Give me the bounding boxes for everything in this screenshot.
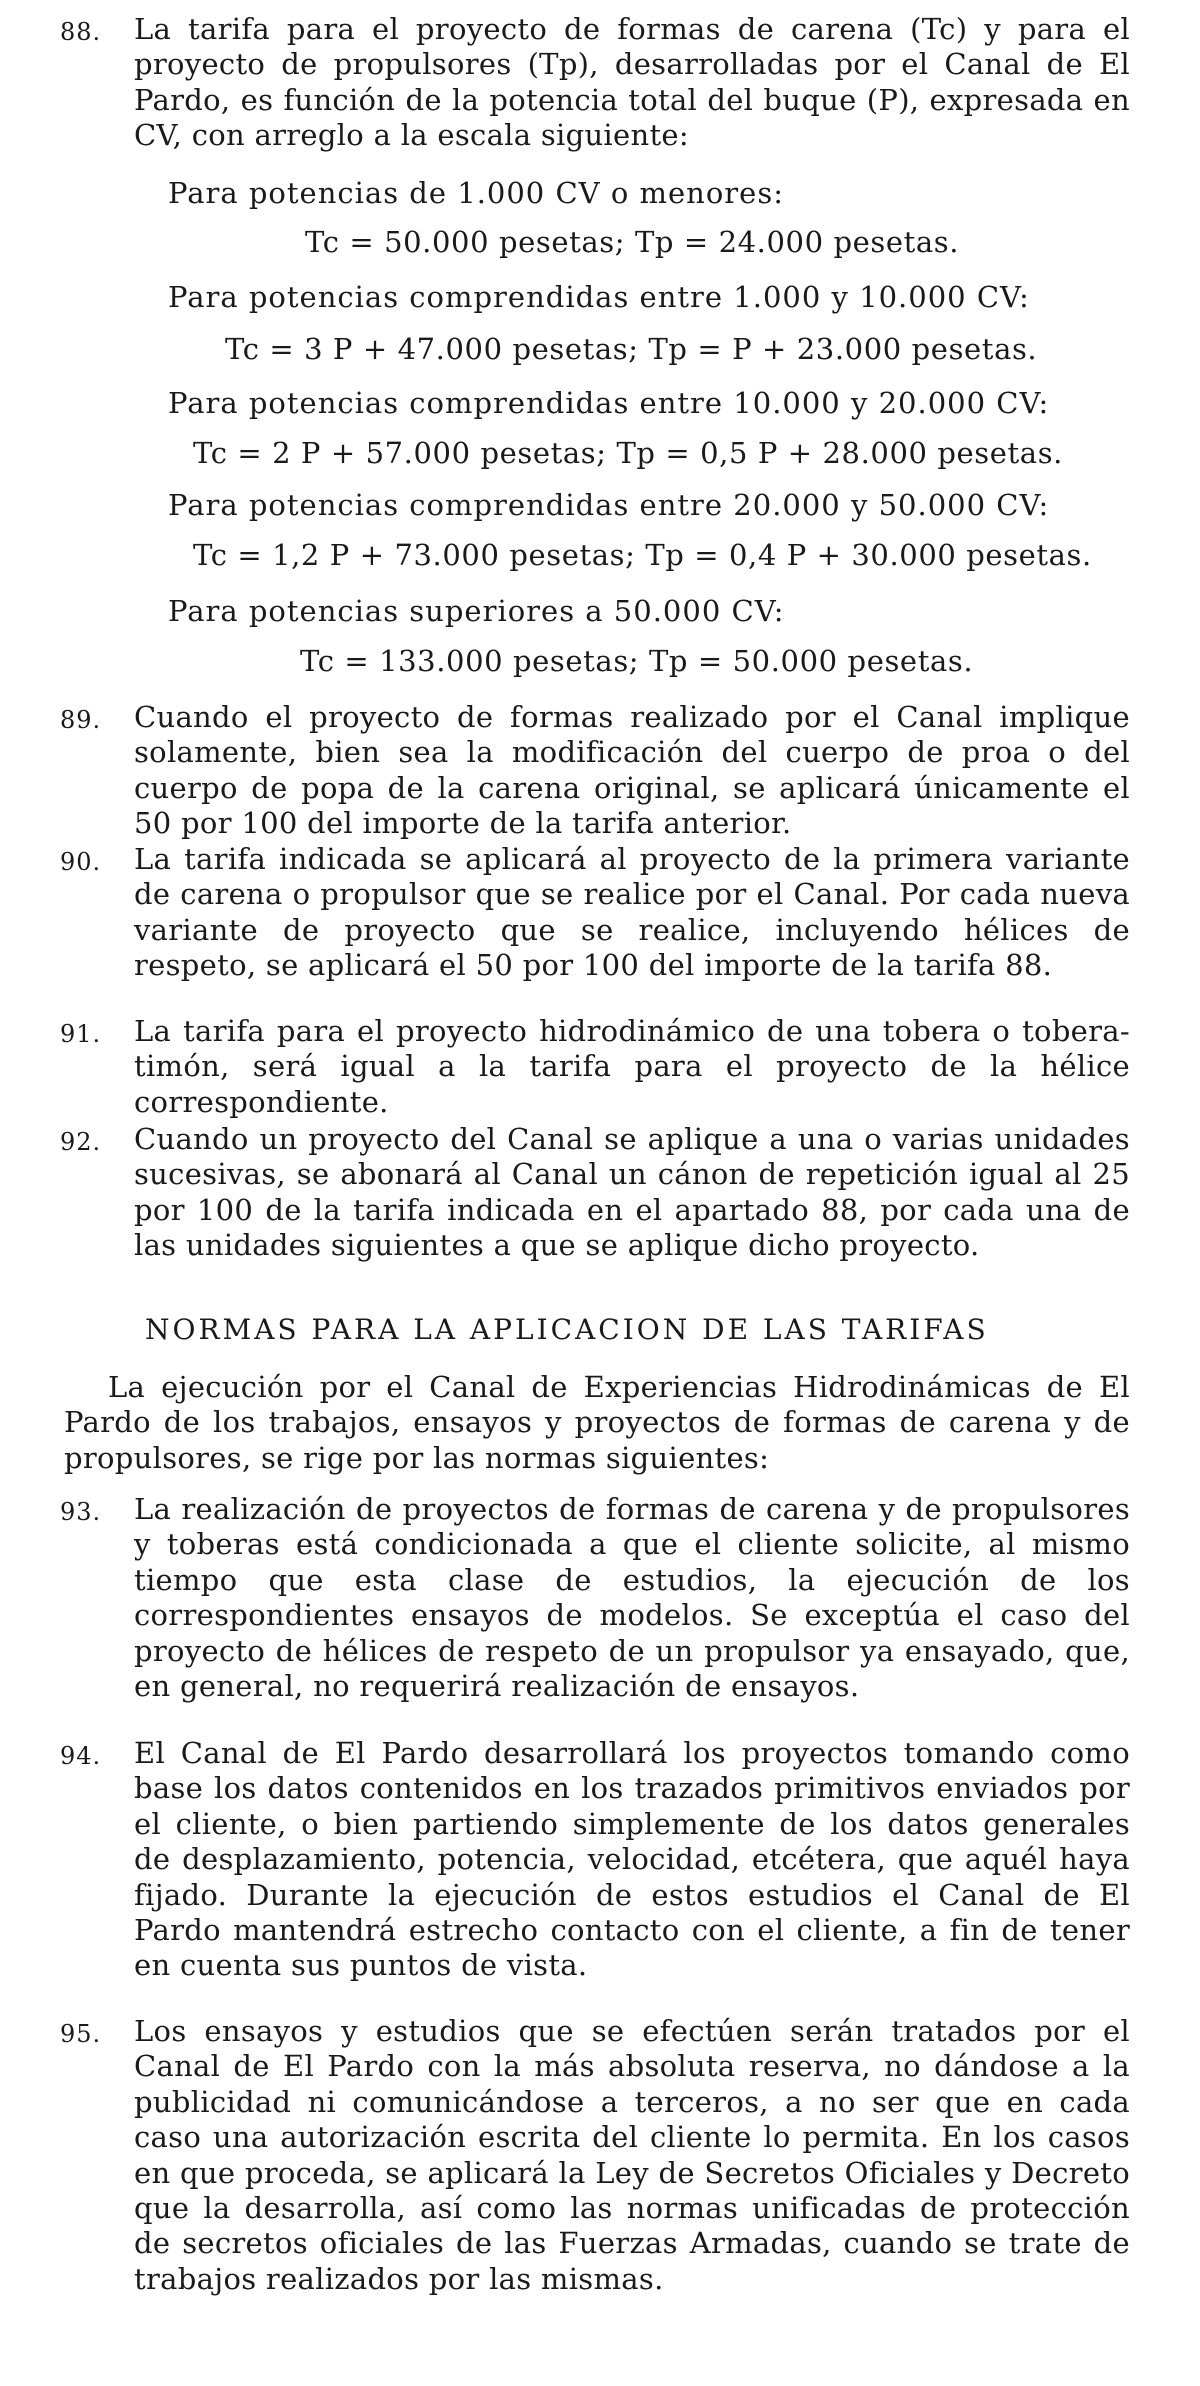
item-text: La tarifa para el proyecto hidrodinámico de una tobera o tobera-timón, será igual a la tarifa para el proyecto de la hélice correspondiente. (134, 1014, 1130, 1119)
item-88 (60, 12, 1130, 154)
rate-condition: Para potencias comprendidas entre 20.000 y 50.000 CV: (168, 488, 1050, 522)
item-number: 93. (60, 1498, 102, 1526)
section-intro: La ejecución por el Canal de Experiencias Hidrodinámicas de El Pardo de los trabajos, ensayos y proyectos de formas de carena y de propulsores, se rige por las normas siguientes: (64, 1370, 1130, 1475)
item-text: La realización de proyectos de formas de carena y de propulsores y toberas está condicionada a que el cliente solicite, al mismo tiempo que esta clase de estudios, la ejecución de los correspondientes ensayos de modelos. Se exceptúa el caso del proyecto de hélices de respeto de un propulsor ya ensayado, que, en general, no requerirá realización de ensayos. (134, 1492, 1130, 1704)
item-text: El Canal de El Pardo desarrollará los proyectos tomando como base los datos contenidos en los trazados primitivos enviados por el cliente, o bien partiendo simplemente de los datos generales de desplazamiento, potencia, velocidad, etcétera, que aquél haya fijado. Durante la ejecución de estos estudios el Canal de El Pardo mantendrá estrecho contacto con el cliente, a fin de tener en cuenta sus puntos de vista. (134, 1736, 1130, 1983)
item-94 (60, 1736, 1130, 1984)
rate-formula: Tc = 50.000 pesetas; Tp = 24.000 pesetas. (305, 225, 960, 259)
item-text: La tarifa indicada se aplicará al proyecto de la primera variante de carena o propulsor que se realice por el Canal. Por cada nueva variante de proyecto que se realice, incluyendo hélices de respeto, se aplicará el 50 por 100 del importe de la tarifa 88. (134, 842, 1130, 983)
rate-formula: Tc = 133.000 pesetas; Tp = 50.000 pesetas. (300, 644, 974, 678)
item-93 (60, 1492, 1130, 1704)
rate-condition: Para potencias comprendidas entre 1.000 y 10.000 CV: (168, 280, 1030, 314)
item-text: Los ensayos y estudios que se efectúen serán tratados por el Canal de El Pardo con la más absoluta reserva, no dándose a la publicidad ni comunicándose a terceros, a no ser que en cada caso una autorización escrita del cliente lo permita. En los casos en que proceda, se aplicará la Ley de Secretos Oficiales y Decreto que la desarrolla, así como las normas unificadas de protección de secretos oficiales de las Fuerzas Armadas, cuando se trate de trabajos realizados por las mismas. (134, 2014, 1130, 2296)
item-number: 94. (60, 1742, 102, 1770)
item-text: La tarifa para el proyecto de formas de carena (Tc) y para el proyecto de propulsores (Tp), desarrolladas por el Canal de El Pardo, es función de la potencia total del buque (P), expresada en CV, con arreglo a la escala siguiente: (134, 12, 1130, 153)
item-number: 89. (60, 706, 102, 734)
item-number: 95. (60, 2020, 102, 2048)
rate-formula: Tc = 1,2 P + 73.000 pesetas; Tp = 0,4 P + 30.000 pesetas. (193, 538, 1092, 572)
item-89 (60, 700, 1130, 842)
item-number: 90. (60, 848, 102, 876)
item-92 (60, 1122, 1130, 1264)
rate-formula: Tc = 3 P + 47.000 pesetas; Tp = P + 23.000 pesetas. (225, 332, 1038, 366)
section-heading: NORMAS PARA LA APLICACION DE LAS TARIFAS (145, 1313, 989, 1346)
item-91 (60, 1014, 1130, 1120)
item-95 (60, 2014, 1130, 2297)
rate-condition: Para potencias comprendidas entre 10.000 y 20.000 CV: (168, 386, 1050, 420)
item-90 (60, 842, 1130, 984)
item-number: 91. (60, 1020, 102, 1048)
item-number: 92. (60, 1128, 102, 1156)
rate-condition: Para potencias superiores a 50.000 CV: (168, 594, 785, 628)
item-text: Cuando un proyecto del Canal se aplique a una o varias unidades sucesivas, se abonará al Canal un cánon de repetición igual al 25 por 100 de la tarifa indicada en el apartado 88, por cada una de las unidades siguientes a que se aplique dicho proyecto. (134, 1122, 1130, 1263)
item-text: Cuando el proyecto de formas realizado por el Canal implique solamente, bien sea la modificación del cuerpo de proa o del cuerpo de popa de la carena original, se aplicará únicamente el 50 por 100 del importe de la tarifa anterior. (134, 700, 1130, 841)
rate-formula: Tc = 2 P + 57.000 pesetas; Tp = 0,5 P + 28.000 pesetas. (193, 436, 1063, 470)
rate-condition: Para potencias de 1.000 CV o menores: (168, 176, 784, 210)
item-number: 88. (60, 18, 102, 46)
